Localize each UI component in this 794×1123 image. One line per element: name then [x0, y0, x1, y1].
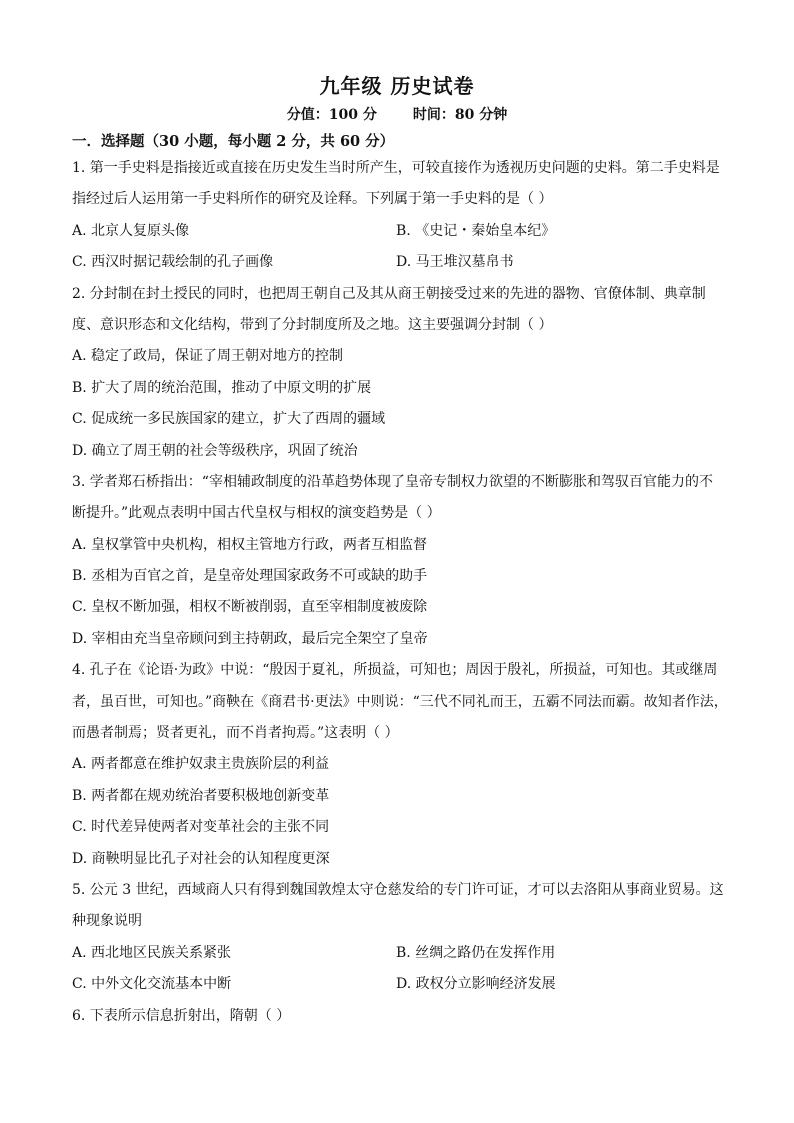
question-1-options-row-1 — [72, 218, 728, 249]
question-2-option-c: C. 促成统一多民族国家的建立，扩大了西周的疆域 — [72, 411, 386, 428]
question-2-option-d: D. 确立了周王朝的社会等级秩序，巩固了统治 — [72, 442, 358, 459]
question-3-option-a: A. 皇权掌管中央机构，相权主管地方行政，两者互相监督 — [72, 536, 428, 553]
question-4-stem-line-2: 者，虽百世，可知也。”商鞅在《商君书·更法》中则说：“三代不同礼而王，五霸不同法而霸。故知者作法， — [72, 693, 728, 710]
question-4-option-b: B. 两者都在规劝统治者要积极地创新变革 — [72, 787, 330, 804]
exam-title: 九年级 历史试卷 — [319, 74, 475, 98]
question-5-option-a: A. 西北地区民族关系紧张 — [72, 944, 232, 961]
question-2-stem-line-2: 度、意识形态和文化结构，带到了分封制度所及之地。这主要强调分封制（ ） — [72, 316, 553, 333]
question-4-stem-line-3: 而愚者制焉；贤者更礼，而不肖者拘焉。”这表明（ ） — [72, 725, 399, 742]
score-info: 分值：100 分 — [286, 107, 377, 123]
question-1-stem-line-2: 指经过后人运用第一手史料所作的研究及诠释。下列属于第一手史料的是（ ） — [72, 191, 553, 208]
question-5-stem-line-2: 种现象说明 — [72, 913, 142, 930]
question-6-stem-line-1: 6. 下表所示信息折射出，隋朝（ ） — [72, 1007, 291, 1024]
exam-info — [0, 104, 794, 124]
question-1-stem-line-1: 1. 第一手史料是指接近或直接在历史发生当时所产生，可较直接作为透视历史问题的史料。第二手史料是 — [72, 160, 720, 176]
question-4-stem-line-1: 4. 孔子在《论语·为政》中说：“殷因于夏礼，所损益，可知也；周因于殷礼，所损益，可知也。其或继周 — [72, 662, 718, 679]
question-3-stem-line-1: 3. 学者郑石桥指出：“宰相辅政制度的沿革趋势体现了皇帝专制权力欲望的不断膨胀和驾驭百官能力的不 — [72, 473, 713, 490]
question-1-options-row-2 — [72, 249, 728, 280]
questions — [72, 155, 728, 1034]
question-2-option-a: A. 稳定了政局，保证了周王朝对地方的控制 — [72, 348, 344, 365]
question-5-option-d: D. 政权分立影响经济发展 — [396, 976, 556, 993]
question-3-option-c: C. 皇权不断加强，相权不断被削弱，直至宰相制度被废除 — [72, 599, 428, 616]
question-1-option-b: B. 《史记・秦始皇本纪》 — [396, 222, 556, 239]
question-5-options-row-2 — [72, 971, 728, 1002]
question-1-option-a: A. 北京人复原头像 — [72, 222, 190, 239]
question-5-options-row-1 — [72, 940, 728, 971]
question-5-option-c: C. 中外文化交流基本中断 — [72, 976, 232, 993]
time-info: 时间：80 分钟 — [412, 107, 508, 123]
question-1-option-d: D. 马王堆汉墓帛书 — [396, 254, 514, 271]
section-heading: 一．选择题（30 小题，每小题 2 分，共 60 分） — [72, 133, 395, 150]
question-2-stem-line-1: 2. 分封制在封土授民的同时，也把周王朝自己及其从商王朝接受过来的先进的器物、官僚体制、典章制 — [72, 285, 706, 302]
question-5-option-b: B. 丝绸之路仍在发挥作用 — [396, 944, 556, 961]
question-4-option-a: A. 两者都意在维护奴隶主贵族阶层的利益 — [72, 756, 330, 773]
question-5-stem-line-1: 5. 公元 3 世纪，西域商人只有得到魏国敦煌太守仓慈发给的专门许可证，才可以去洛阳从事商业贸易。这 — [72, 881, 724, 898]
question-4-option-c: C. 时代差异使两者对变革社会的主张不同 — [72, 819, 330, 836]
question-3-option-b: B. 丞相为百官之首，是皇帝处理国家政务不可或缺的助手 — [72, 568, 428, 585]
question-3-stem-line-2: 断提升。”此观点表明中国古代皇权与相权的演变趋势是（ ） — [72, 505, 441, 522]
question-3-option-d: D. 宰相由充当皇帝顾问到主持朝政，最后完全架空了皇帝 — [72, 630, 428, 647]
question-2-option-b: B. 扩大了周的统治范围，推动了中原文明的扩展 — [72, 379, 372, 396]
question-1-option-c: C. 西汉时据记载绘制的孔子画像 — [72, 254, 274, 271]
question-4-option-d: D. 商鞅明显比孔子对社会的认知程度更深 — [72, 850, 330, 867]
